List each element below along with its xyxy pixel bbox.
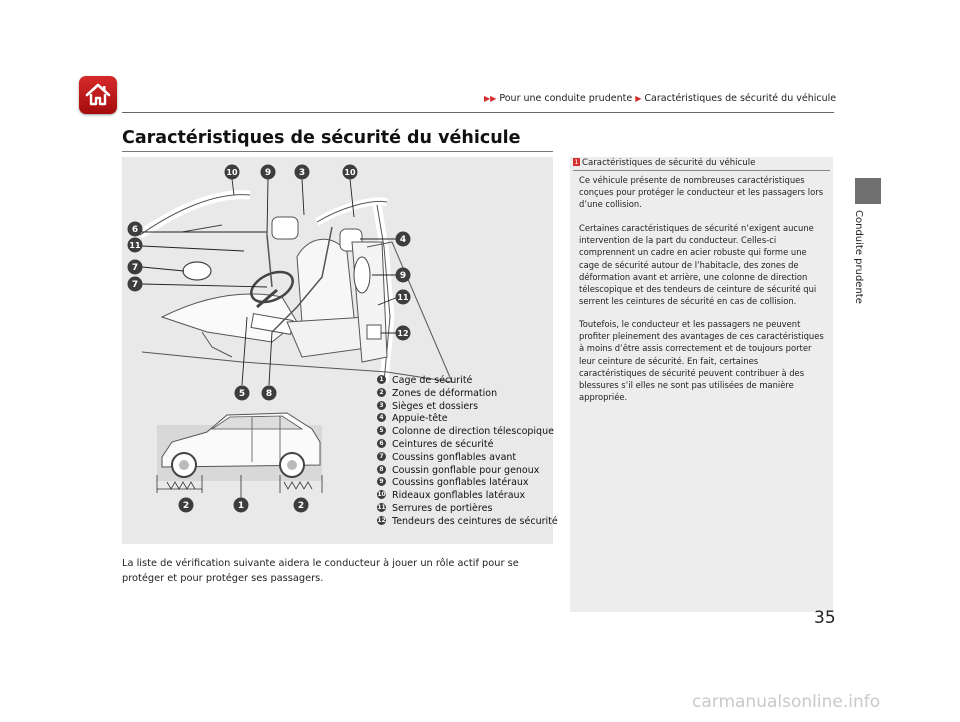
- legend-label: Ceintures de sécurité: [392, 438, 494, 450]
- page-number: 35: [814, 608, 836, 628]
- legend-item: [377, 401, 558, 414]
- legend-item: [377, 465, 558, 478]
- header-rule: [122, 112, 834, 113]
- breadcrumb-current: Caractéristiques de sécurité du véhicule: [644, 93, 837, 104]
- legend-item: [377, 426, 558, 439]
- legend-number: 6: [377, 439, 386, 448]
- sidebar-paragraph: Certaines caractéristiques de sécurité n’exigent aucune intervention de la part du conducteur. Celles-ci comprennent un cadre en acier robuste qui forme une cage de sécurité autour de l’habitacle, des zones de déformation avant et arrière, une colonne de direction télescopique et des tendeurs de ceinture de sécurité qui serrent les ceintures de sécurité en cas de collision.: [579, 223, 817, 307]
- callout-3: 3: [298, 168, 306, 178]
- legend-number: 9: [377, 477, 386, 486]
- callout-9: 9: [264, 168, 272, 178]
- callout-9: 9: [399, 271, 407, 281]
- callout-7: 7: [131, 263, 139, 273]
- home-icon: [84, 81, 112, 109]
- callout-12: 12: [397, 329, 409, 338]
- car-exterior-drawing: [157, 413, 322, 513]
- legend-label: Cage de sécurité: [392, 375, 473, 386]
- figure-legend: [377, 375, 558, 529]
- callout-8: 8: [265, 389, 273, 399]
- legend-label: Serrures de portières: [392, 502, 493, 514]
- breadcrumb-arrow-icon: ▶▶: [484, 94, 497, 103]
- legend-label: Appuie-tête: [392, 413, 448, 425]
- breadcrumb: [484, 93, 836, 104]
- chapter-tab[interactable]: [855, 178, 881, 204]
- legend-number: 11: [377, 503, 386, 511]
- callout-2: 2: [297, 501, 305, 511]
- legend-number: 12: [377, 516, 386, 524]
- legend-number: 1: [377, 375, 386, 384]
- legend-label: Sièges et dossiers: [392, 400, 479, 412]
- legend-item: [377, 452, 558, 465]
- legend-item: [377, 388, 558, 401]
- legend-item: [377, 439, 558, 452]
- callout-10: 10: [344, 168, 356, 177]
- sidebar-title-text: Caractéristiques de sécurité du véhicule: [582, 158, 756, 168]
- legend-number: 2: [377, 388, 386, 397]
- legend-number: 8: [377, 465, 386, 474]
- legend-number: 4: [377, 413, 386, 422]
- watermark: carmanualsonline.info: [692, 692, 881, 712]
- legend-label: Colonne de direction télescopique: [392, 426, 554, 438]
- chapter-tab-label: Conduite prudente: [853, 210, 864, 304]
- legend-label: Tendeurs des ceintures de sécurité: [392, 515, 558, 527]
- breadcrumb-link-section[interactable]: Pour une conduite prudente: [499, 93, 633, 104]
- legend-item: [377, 490, 558, 503]
- callout-4: 4: [399, 235, 407, 245]
- legend-item: [377, 477, 558, 490]
- body-paragraph: La liste de vérification suivante aidera le conducteur à jouer un rôle actif pour se protéger et pour protéger ses passagers.: [122, 558, 519, 584]
- breadcrumb-arrow-icon: ▶: [635, 94, 642, 103]
- title-rule: [122, 151, 553, 152]
- callout-1: 1: [237, 501, 245, 511]
- legend-item: [377, 503, 558, 516]
- callout-2: 2: [182, 501, 190, 511]
- callout-6: 6: [131, 225, 139, 235]
- legend-number: 5: [377, 426, 386, 435]
- legend-number: 7: [377, 452, 386, 461]
- legend-item: [377, 516, 558, 529]
- callout-11: 11: [129, 241, 141, 250]
- page-title: Caractéristiques de sécurité du véhicule: [122, 128, 521, 148]
- legend-item: [377, 413, 558, 426]
- legend-label: Zones de déformation: [392, 387, 498, 399]
- callout-10: 10: [226, 168, 238, 177]
- callout-11: 11: [397, 293, 409, 302]
- callout-7: 7: [131, 280, 139, 290]
- legend-label: Coussins gonflables latéraux: [392, 477, 529, 489]
- legend-item: [377, 375, 558, 388]
- legend-label: Coussins gonflables avant: [392, 451, 517, 463]
- legend-label: Rideaux gonflables latéraux: [392, 490, 526, 502]
- sidebar-rule: [573, 170, 830, 171]
- sidebar-paragraph: Ce véhicule présente de nombreuses caractéristiques conçues pour protéger le conducteur et les passagers lors d’une collision.: [579, 175, 824, 210]
- sidebar-title: [573, 158, 755, 168]
- home-button[interactable]: [79, 76, 117, 114]
- sidebar-paragraph: Toutefois, le conducteur et les passagers ne peuvent profiter pleinement des avantages de ces caractéristiques à moins d’être assis correctement et de toujours porter leur ceinture de sécurité. En fait, certaines caractéristiques de sécurité peuvent contribuer à des blessures s’il elles ne sont pas utilisées de manière appropriée.: [579, 319, 824, 403]
- sidebar-index-badge: 1: [574, 157, 579, 166]
- legend-label: Coussin gonflable pour genoux: [392, 464, 540, 476]
- legend-number: 3: [377, 401, 386, 410]
- callout-5: 5: [238, 389, 246, 399]
- legend-number: 10: [377, 491, 386, 499]
